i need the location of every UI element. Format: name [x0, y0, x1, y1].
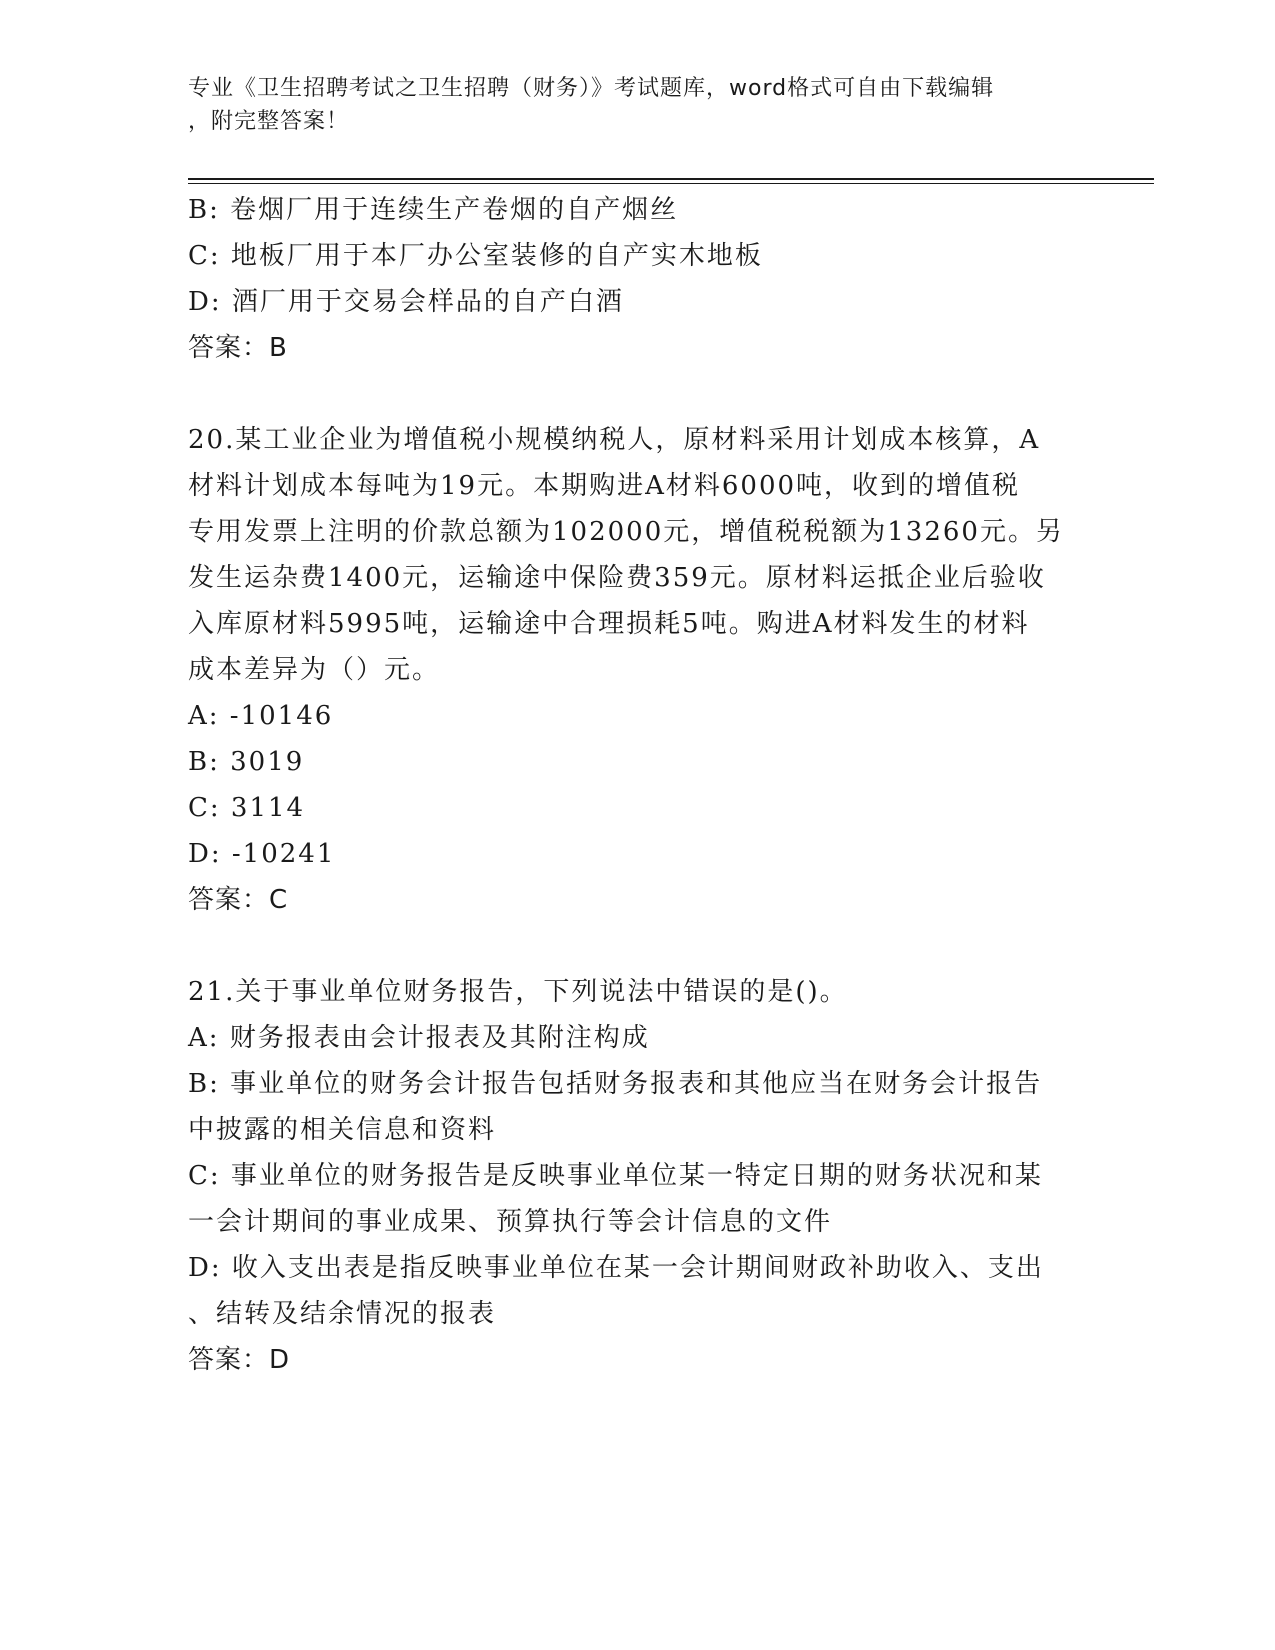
q20-stem-line: 20.某工业企业为增值税小规模纳税人，原材料采用计划成本核算，A: [188, 425, 1041, 455]
q21-option-b-line: B: 事业单位的财务会计报告包括财务报表和其他应当在财务会计报告: [188, 1069, 1043, 1099]
q21-option-c-line: 一会计期间的事业成果、预算执行等会计信息的文件: [188, 1207, 833, 1237]
prev-option-c: C: 地板厂用于本厂办公室装修的自产实木地板: [188, 241, 763, 271]
q20-stem-line: 专用发票上注明的价款总额为102000元，增值税税额为13260元。另: [188, 517, 1064, 547]
spacer: [188, 923, 1068, 969]
q21-option-b-line: 中披露的相关信息和资料: [188, 1115, 497, 1145]
q21-stem: 21.关于事业单位财务报告，下列说法中错误的是()。: [188, 977, 848, 1007]
prev-option-d: D: 酒厂用于交易会样品的自产白酒: [188, 287, 624, 317]
q21-answer: 答案：D: [188, 1345, 291, 1375]
header-divider-thin: [188, 183, 1154, 184]
q21-option-a: A: 财务报表由会计报表及其附注构成: [188, 1023, 650, 1053]
q21-option-d-line: 、结转及结余情况的报表: [188, 1299, 497, 1329]
q20-option-b: B: 3019: [188, 747, 305, 777]
q20-stem-line: 发生运杂费1400元，运输途中保险费359元。原材料运抵企业后验收: [188, 563, 1046, 593]
q20-option-a: A: -10146: [188, 701, 334, 731]
q20-stem-line: 入库原材料5995吨，运输途中合理损耗5吨。购进A材料发生的材料: [188, 609, 1030, 639]
q20-option-c: C: 3114: [188, 793, 306, 823]
spacer: [188, 371, 1068, 417]
header-line-1: 专业《卫生招聘考试之卫生招聘（财务）》考试题库，word格式可自由下载编辑: [188, 76, 995, 101]
q21-option-d-line: D: 收入支出表是指反映事业单位在某一会计期间财政补助收入、支出: [188, 1253, 1044, 1283]
q20-answer: 答案：C: [188, 885, 289, 915]
prev-option-b: B: 卷烟厂用于连续生产卷烟的自产烟丝: [188, 195, 679, 225]
q20-stem-line: 成本差异为（）元。: [188, 655, 441, 685]
document-header: [188, 72, 1068, 138]
q20-option-d: D: -10241: [188, 839, 336, 869]
header-line-2: ，附完整答案！: [188, 109, 350, 134]
q20-stem-line: 材料计划成本每吨为19元。本期购进A材料6000吨，收到的增值税: [188, 471, 1021, 501]
prev-answer: 答案：B: [188, 333, 288, 363]
header-divider-thick: [188, 178, 1154, 180]
q21-option-c-line: C: 事业单位的财务报告是反映事业单位某一特定日期的财务状况和某: [188, 1161, 1043, 1191]
question-content: [188, 187, 1068, 1383]
